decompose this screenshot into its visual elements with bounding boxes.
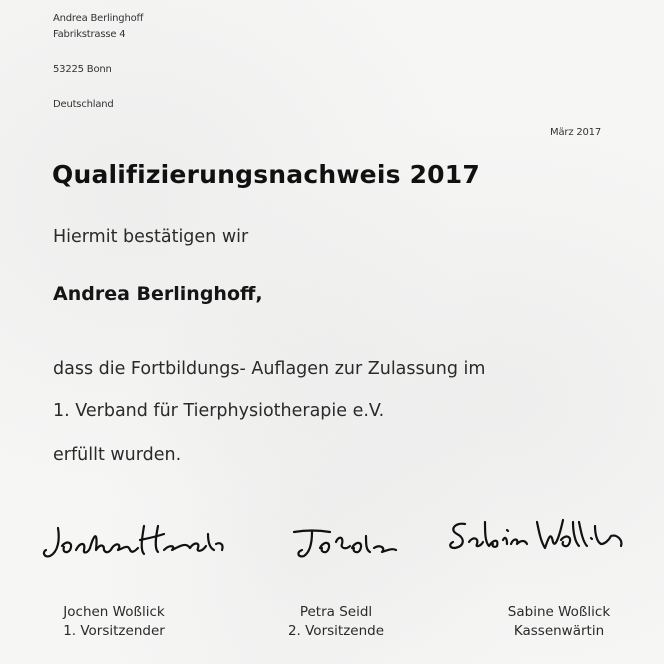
signature-petra-seidl (290, 526, 400, 566)
document-date: März 2017 (550, 127, 601, 138)
signature-jochen-wosslick (40, 520, 230, 570)
signatory-1 (14, 603, 214, 641)
body-line-2: 1. Verband für Tierphysiotherapie e.V. (53, 401, 385, 421)
signatory-2 (236, 603, 436, 641)
recipient-name: Andrea Berlinghoff, (53, 283, 263, 305)
body-line-3: erfüllt wurden. (53, 445, 182, 465)
signatory-2-name: Petra Seidl (299, 604, 373, 620)
signatory-3 (459, 603, 659, 641)
signatory-1-name: Jochen Woßlick (63, 604, 165, 620)
signatory-3-name: Sabine Woßlick (507, 604, 611, 620)
signatory-3-role: Kassenwärtin (513, 623, 605, 639)
signatory-2-role: 2. Vorsitzende (287, 623, 385, 639)
intro-text: Hiermit bestätigen wir (53, 227, 249, 247)
sender-city: 53225 Bonn (53, 64, 112, 75)
page-title: Qualifizierungsnachweis 2017 (52, 160, 480, 189)
sender-street: Fabrikstrasse 4 (53, 29, 126, 40)
signatory-1-role: 1. Vorsitzender (63, 623, 165, 639)
body-line-1: dass die Fortbildungs- Auflagen zur Zulassung im (53, 359, 486, 379)
sender-country: Deutschland (53, 99, 114, 110)
signature-sabine-wosslick (445, 514, 635, 564)
sender-name: Andrea Berlinghoff (53, 13, 144, 24)
